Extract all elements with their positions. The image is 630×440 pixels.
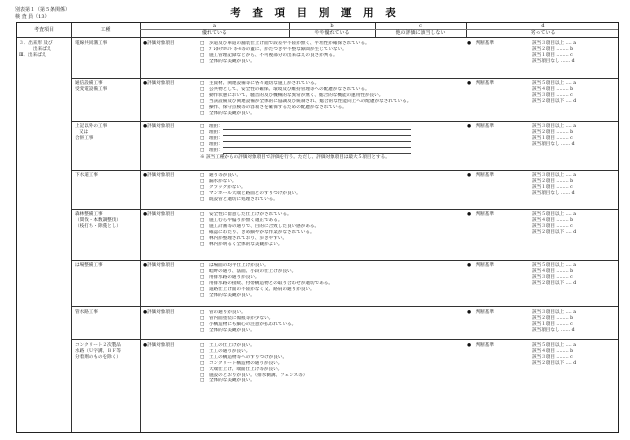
header-work-type: 工種 [100, 27, 111, 33]
work-line: 上記以外の工事 [75, 124, 108, 129]
judge-label-5: ● 判断基準 [467, 263, 494, 268]
score-list-0 [532, 41, 618, 65]
score-list-6 [532, 310, 618, 334]
header-a-desc: 優れている [201, 30, 227, 36]
work-line: 又は [79, 130, 89, 135]
score-line: 該当項目なし ‥‥‥ d [532, 58, 575, 64]
item: □ 施工むらや偏りが無く適正である。 [200, 217, 283, 223]
score-line: 該当２項目 ‥‥‥‥ b [532, 315, 574, 321]
item: □ 既設管と適切に処理されている。 [200, 196, 278, 202]
score-line: 該当２項目以下 ‥‥ d [532, 98, 577, 104]
score-line: 該当３項目以上 ‥‥ a [532, 41, 576, 46]
score-line: 該当３項目 ‥‥‥‥ c [532, 354, 573, 360]
work-line: （間伐・本数調整伐） [75, 218, 121, 223]
item: □ 小構造物にも細心の注意が払われている。 [200, 321, 297, 327]
eval-label-2: ●評価対象項目 [143, 124, 175, 129]
appendix-label: 別表第１（第５条関係） [15, 7, 71, 13]
score-line: 該当項目なし ‥‥‥ d [532, 190, 575, 196]
category-line: ３．出来形 及び [19, 41, 53, 46]
item-list-0 [200, 41, 465, 65]
judge-label-1: ● 判断基準 [467, 81, 494, 86]
score-line: 該当４項目 ‥‥‥‥ b [532, 348, 574, 354]
eval-label-6: ●評価対象項目 [143, 310, 175, 315]
item: □ 畦畔の通り、法面、小段の仕上げが良い。 [200, 268, 297, 274]
score-line: 該当５項目以上 ‥‥ a [532, 343, 576, 348]
item: □ 全体的な美観が良い。 [200, 327, 255, 333]
item: □ 安全性に留意した仕上げがされている。 [200, 212, 292, 217]
item: □ 林内が整理されており、歩きやすい。 [200, 235, 288, 241]
score-line: 該当２項目以下 ‥‥ d [532, 280, 577, 286]
work-line: 通信設備工事 [75, 81, 103, 86]
item-list-4 [200, 212, 465, 247]
item: □ 道路仕上げ面の不陸がなく又、路肩の通りが良い。 [200, 286, 315, 292]
score-line: 該当２項目 ‥‥‥‥ b [532, 46, 574, 52]
item: □ 管の通りが良い。 [200, 310, 246, 315]
score-line: 該当２項目 ‥‥‥‥ b [532, 178, 574, 184]
score-line: 該当３項目 ‥‥‥‥ c [532, 274, 573, 280]
item: □ 施工計画等の通りで、目的に合致した良い感がある。 [200, 223, 320, 229]
item: □ クラックがない。 [200, 184, 246, 190]
judge-label-6: ● 判断基準 [467, 310, 494, 315]
eval-label-7: ●評価対象項目 [143, 343, 175, 348]
work-line: 合併工事 [75, 136, 94, 141]
category-label [19, 41, 65, 59]
item: □ 施設のとおりが良い。（排水側溝、フェンス等） [200, 372, 308, 378]
score-line: 該当項目なし ‥‥‥ d [532, 141, 575, 147]
eval-label-5: ●評価対象項目 [143, 263, 175, 268]
category-line: 出来ばえ [33, 47, 52, 52]
item: □ 全体的な美観が良い。 [200, 110, 255, 116]
score-line: 該当３項目以上 ‥‥ a [532, 173, 576, 178]
item: □ 主資材、関連設備等に各々適切な施工がされている。 [200, 81, 320, 86]
score-line: 該当４項目 ‥‥‥‥ b [532, 217, 574, 223]
item: □ 用排水路の接続、付帯構造物との取り合わせが適切である。 [200, 280, 333, 286]
score-line: 該当３項目 ‥‥‥‥ c [532, 223, 573, 229]
reason-line: □ 理由： [200, 136, 465, 142]
header-d-desc: 劣っている [530, 30, 556, 36]
item: □ 当該設備及び関連設備が全体的に協調及び統制され、総合的な性能向上への配慮がなされている。 [200, 98, 412, 104]
item: □ 施工管理記録などから、不可視部分の出来ばえの良さが判る。 [200, 52, 338, 58]
item: □ 用排水路の通りが良い。 [200, 274, 260, 280]
score-line: 該当３項目 ‥‥‥‥ c [532, 92, 573, 98]
score-line: 該当項目なし ‥‥‥ d [532, 327, 575, 333]
score-list-1 [532, 81, 618, 105]
item-list-1 [200, 81, 465, 116]
page-title: 考 査 項 目 別 運 用 表 [230, 7, 400, 19]
score-line: 該当４項目 ‥‥‥‥ b [532, 86, 574, 92]
eval-label-1: ●評価対象項目 [143, 81, 175, 86]
reason-line: □ 理由： [200, 124, 465, 130]
score-line: 該当１項目 ‥‥‥‥ c [532, 135, 573, 141]
category-line: Ⅲ．出来ばえ [19, 53, 47, 58]
score-line: 該当２項目 ‥‥‥‥ b [532, 129, 574, 135]
work-line: 水路（Ｕ字溝、ＢＦ等 [75, 349, 121, 354]
score-line: 該当１項目 ‥‥‥‥ c [532, 52, 573, 58]
item-list-6 [200, 310, 465, 334]
item: □ 土工の仕上げが良い。 [200, 343, 255, 348]
reason-line: □ 理由： [200, 142, 465, 148]
score-line: 該当５項目以上 ‥‥ a [532, 81, 576, 86]
score-line: 該当２項目以下 ‥‥ d [532, 360, 577, 366]
judge-label-0: ● 判断基準 [467, 41, 494, 46]
reason-line: □ 理由： [200, 130, 465, 136]
work-line: 管水路工事 [75, 310, 98, 315]
score-line: 該当１項目 ‥‥‥‥ c [532, 321, 573, 327]
score-list-4 [532, 212, 618, 236]
eval-label-4: ●評価対象項目 [143, 212, 175, 217]
score-line: 該当５項目以上 ‥‥ a [532, 212, 576, 217]
header-c: c [419, 23, 422, 29]
item: □ コンクリート構造物の通りが良い。 [200, 360, 283, 366]
work-line: 下水道工事 [75, 173, 98, 178]
item-list-3 [200, 173, 465, 203]
score-line: 該当５項目以上 ‥‥ a [532, 263, 576, 268]
item: □ 漏水がない。 [200, 178, 237, 184]
score-line: 該当３項目以上 ‥‥ a [532, 124, 576, 129]
item: □ 公共物として、安全性の確保、環境及び維持管理等への配慮がなされている。 [200, 86, 370, 92]
item: □ 天端仕上げ、端面仕上げ等が良い。 [200, 366, 283, 372]
score-list-3 [532, 173, 618, 197]
score-list-5 [532, 263, 618, 287]
item-list-2 [200, 124, 465, 154]
work-line: （枝打ち・除蔓とし） [75, 224, 121, 229]
item: □ 土工の通りが良い。 [200, 348, 251, 354]
judge-label-4: ● 判断基準 [467, 212, 494, 217]
item: □ 操作、保守点検等の容易さを確保するための配慮がなされている。 [200, 104, 347, 110]
work-line: コンクリート２次製品 [75, 343, 121, 348]
item-list-5 [200, 263, 465, 298]
judge-label-3: ● 判断基準 [467, 173, 494, 178]
score-line: 該当４項目 ‥‥‥‥ b [532, 268, 574, 274]
reason-line: □ 理由： [200, 148, 465, 154]
work-line: 電線共同溝工事 [75, 41, 108, 46]
score-list-2 [532, 124, 618, 148]
score-line: 該当１項目 ‥‥‥‥ c [532, 184, 573, 190]
item: □ 全体的な美観が良い。 [200, 292, 255, 298]
item: □ 全体的な美観が良い。 [200, 378, 255, 384]
work-line: は場整備工事 [75, 263, 103, 268]
item: □ 林内が明るく全体的な美観がよい。 [200, 241, 283, 247]
work-line: 森林整備工事 [75, 212, 103, 217]
item: □ は場面の均平仕上げが良い。 [200, 263, 269, 268]
item: □ 全体的な美観が良い。 [200, 58, 255, 64]
item: □ 管内面塗装に傷痕等が少ない。 [200, 315, 274, 321]
score-list-7 [532, 343, 618, 367]
header-a: a [213, 23, 216, 29]
item: □ マンホール天端と路面とのすりつけが良い。 [200, 190, 301, 196]
evaluation-table [16, 22, 619, 433]
item: □ 土工の構造物等へのすりつけが良い。 [200, 354, 288, 360]
eval-label-0: ●評価対象項目 [143, 41, 175, 46]
header-d: d [541, 23, 545, 29]
header-category: 考査項目 [33, 27, 54, 33]
inspector-label: 検 査 員（13） [15, 13, 50, 20]
score-line: 該当３項目以上 ‥‥ a [532, 310, 576, 315]
work-line: 受変電設備工事 [75, 87, 108, 92]
item: □ 歩道及び車道の舗装仕上げ面で段差や不陸が無く、平坦性が確保されている。 [200, 41, 370, 46]
header-b: b [330, 23, 334, 29]
item-list-7 [200, 343, 465, 384]
work-line: 分着剤のものを除く） [75, 355, 121, 360]
header-c-desc: 他の評価に該当しない [395, 30, 446, 36]
note-text: ※ 該当工種からの評価対象項目で評価を行う。ただし、評価対象項目は最大５項目とする。 [200, 155, 390, 160]
eval-label-3: ●評価対象項目 [143, 173, 175, 178]
judge-label-7: ● 判断基準 [467, 343, 494, 348]
item: □ 動作状態において、騒音的及び機械的な異常が無く、総合的な機能の運用性が良い。 [200, 92, 384, 98]
item: □ ﾌﾟﾚﾎｯｸｽﾊﾝﾄﾞﾎｰﾙ等の蓋に、がたつきや不整な隙間が生じていない。 [200, 46, 347, 52]
score-line: 該当２項目以下 ‥‥ d [532, 229, 577, 235]
header-b-desc: やや優れている [314, 30, 350, 36]
item: □ 確認にわたり、きめ細やかな作業がなされている。 [200, 229, 315, 235]
judge-label-2: ● 判断基準 [467, 124, 494, 129]
item: □ 通り等が良い。 [200, 173, 242, 178]
